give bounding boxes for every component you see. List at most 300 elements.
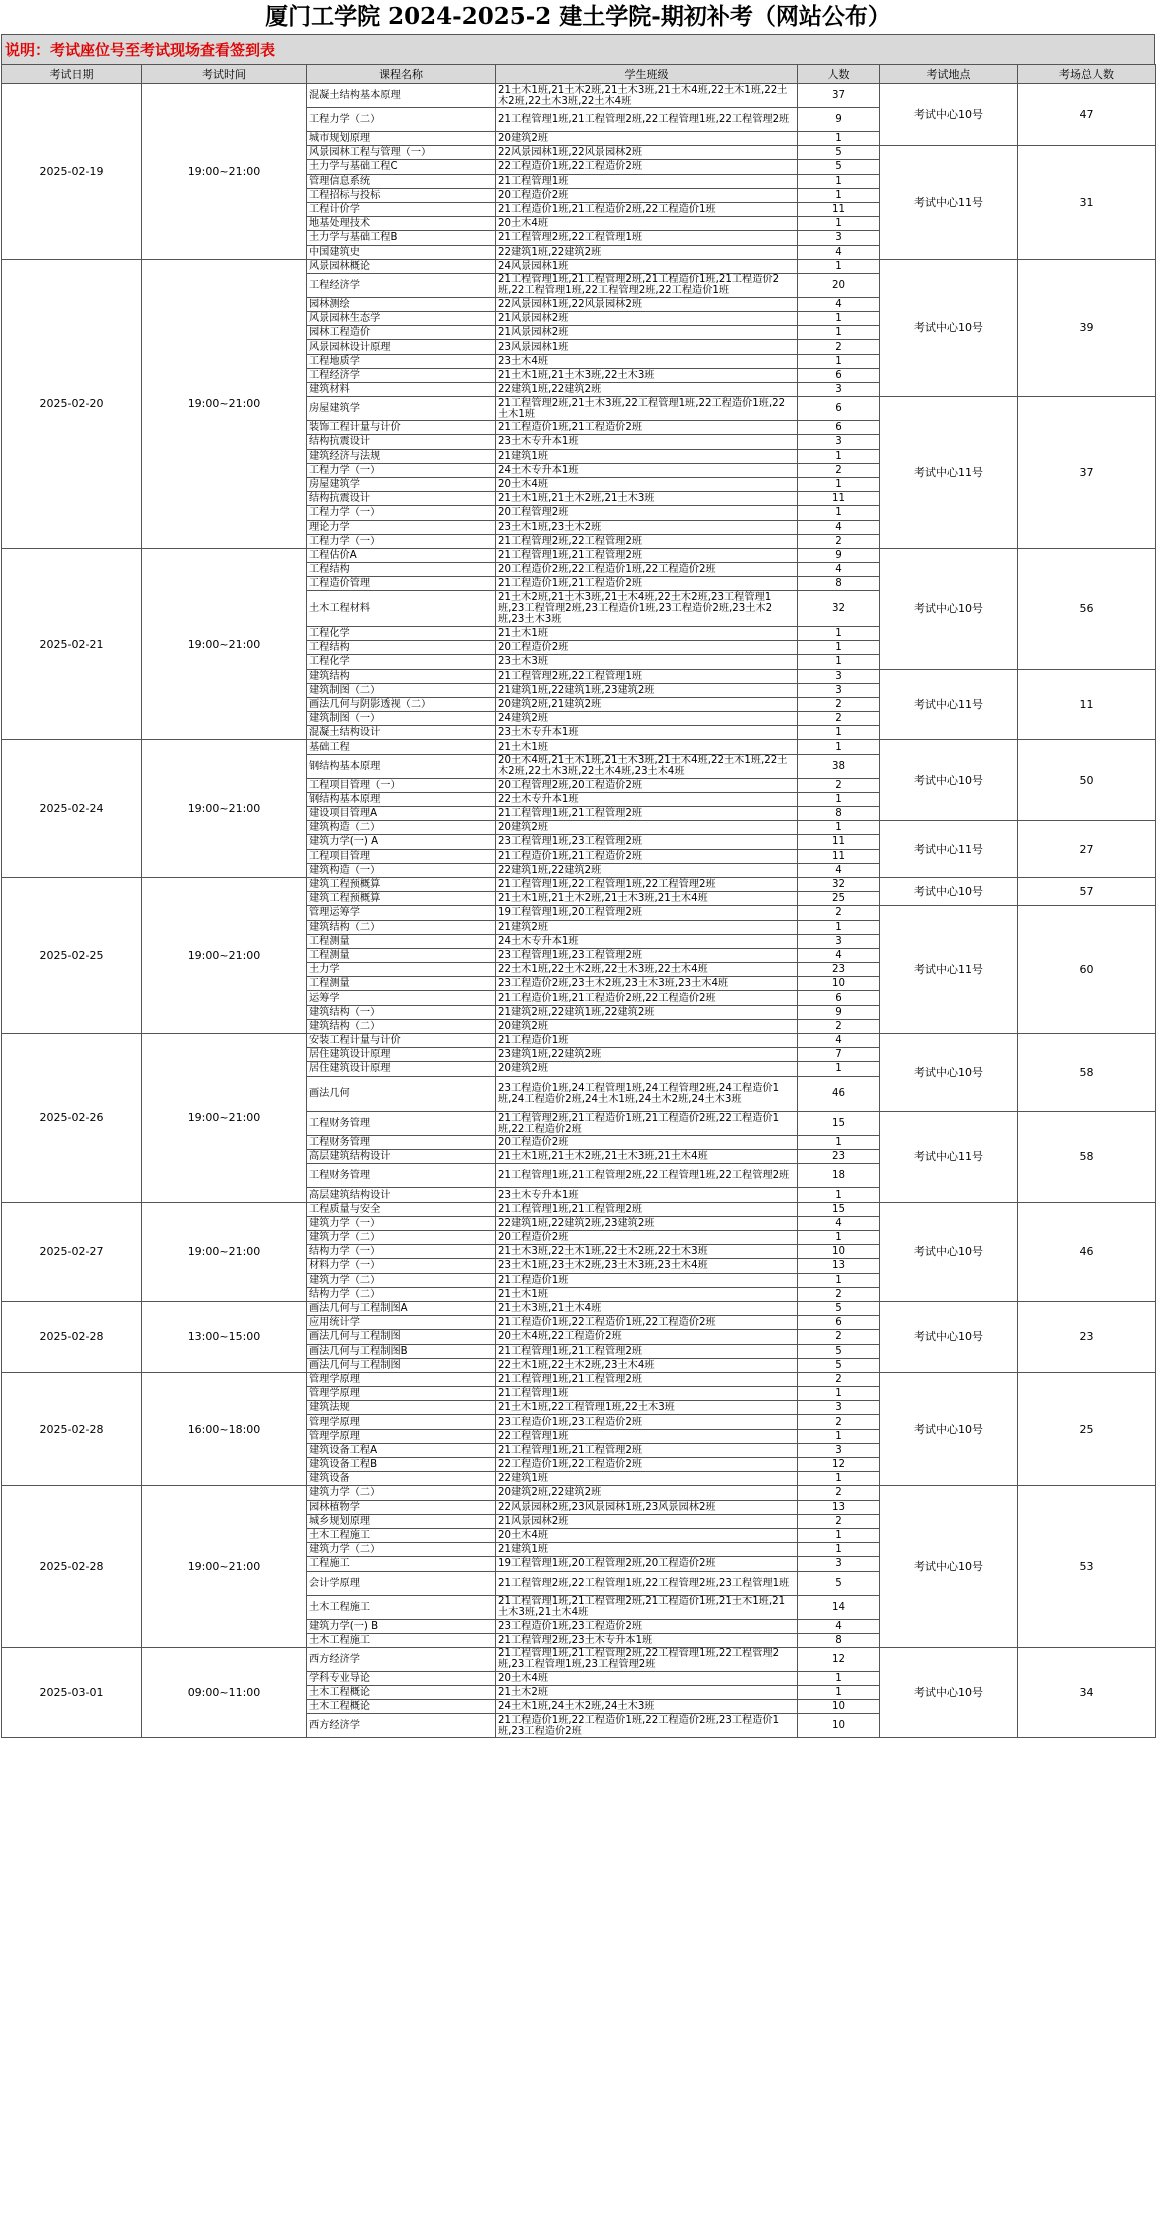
student-count: 5 (798, 160, 880, 174)
room-total: 60 (1018, 906, 1156, 1034)
student-count: 1 (798, 477, 880, 491)
student-class: 22建筑1班,22建筑2班 (496, 863, 798, 877)
course-name: 结构力学（一） (307, 1245, 496, 1259)
student-count: 25 (798, 892, 880, 906)
course-name: 工程经济学 (307, 273, 496, 297)
student-count: 1 (798, 641, 880, 655)
student-class: 20建筑2班 (496, 1062, 798, 1076)
student-count: 4 (798, 520, 880, 534)
course-name: 装饰工程计量与计价 (307, 421, 496, 435)
course-name: 建筑结构（二） (307, 1019, 496, 1033)
course-name: 工程财务管理 (307, 1136, 496, 1150)
student-class: 21工程造价1班,21工程造价2班 (496, 849, 798, 863)
course-name: 工程测量 (307, 934, 496, 948)
course-name: 土木工程施工 (307, 1528, 496, 1542)
course-name: 城市规划原理 (307, 132, 496, 146)
table-row (2, 1034, 1156, 1048)
course-name: 建筑力学(一) A (307, 835, 496, 849)
student-class: 21工程管理2班,21土木3班,22工程管理1班,22工程造价1班,22土木1班 (496, 397, 798, 421)
exam-schedule-table (1, 64, 1156, 1738)
course-name: 建筑经济与法规 (307, 449, 496, 463)
student-class: 21建筑2班,22建筑1班,22建筑2班 (496, 1005, 798, 1019)
student-class: 20工程造价2班 (496, 1231, 798, 1245)
student-count: 8 (798, 1633, 880, 1647)
student-count: 14 (798, 1595, 880, 1619)
student-count: 2 (798, 778, 880, 792)
student-count: 46 (798, 1076, 880, 1112)
student-class: 21土木2班 (496, 1686, 798, 1700)
course-name: 工程财务管理 (307, 1164, 496, 1188)
course-name: 工程经济学 (307, 368, 496, 382)
room-total: 46 (1018, 1202, 1156, 1301)
student-class: 21工程造价1班,21工程造价2班,22工程造价2班 (496, 991, 798, 1005)
course-name: 画法几何与工程制图B (307, 1344, 496, 1358)
table-row (2, 1647, 1156, 1671)
course-name: 工程施工 (307, 1557, 496, 1571)
course-name: 画法几何 (307, 1076, 496, 1112)
student-class: 22建筑1班,22建筑2班 (496, 383, 798, 397)
student-class: 22建筑1班,22建筑2班,23建筑2班 (496, 1216, 798, 1230)
student-count: 3 (798, 1443, 880, 1457)
course-name: 风景园林概论 (307, 259, 496, 273)
student-class: 21工程管理1班,22工程管理1班,22工程管理2班 (496, 877, 798, 891)
room-total: 11 (1018, 669, 1156, 740)
course-name: 建筑材料 (307, 383, 496, 397)
student-class: 23土木专升本1班 (496, 435, 798, 449)
student-count: 4 (798, 563, 880, 577)
course-name: 工程财务管理 (307, 1112, 496, 1136)
table-row (2, 740, 1156, 754)
student-count: 5 (798, 1301, 880, 1315)
student-class: 21工程管理1班,21工程管理2班,21工程造价1班,21工程造价2班,22工程管理1班,22工程管理2班,22工程造价1班 (496, 273, 798, 297)
student-class: 21土木1班,21土木3班,22土木3班 (496, 368, 798, 382)
student-count: 2 (798, 1486, 880, 1500)
course-name: 建筑制图（一） (307, 712, 496, 726)
room-total: 56 (1018, 548, 1156, 669)
student-class: 20建筑2班,21建筑2班 (496, 697, 798, 711)
student-class: 21建筑1班 (496, 1543, 798, 1557)
student-count: 5 (798, 146, 880, 160)
course-name: 基础工程 (307, 740, 496, 754)
course-name: 工程测量 (307, 948, 496, 962)
course-name: 土力学与基础工程C (307, 160, 496, 174)
course-name: 钢结构基本原理 (307, 792, 496, 806)
course-name: 建筑设备工程B (307, 1458, 496, 1472)
student-class: 19工程管理1班,20工程管理2班 (496, 906, 798, 920)
student-class: 21工程造价1班,22工程造价1班,22工程造价2班 (496, 1316, 798, 1330)
student-count: 1 (798, 792, 880, 806)
exam-time: 19:00~21:00 (142, 1034, 307, 1203)
student-count: 1 (798, 740, 880, 754)
student-count: 32 (798, 591, 880, 627)
course-name: 安装工程计量与计价 (307, 1034, 496, 1048)
student-class: 22土木1班,22土木2班,22土木3班,22土木4班 (496, 963, 798, 977)
student-class: 23工程造价1班,24工程管理1班,24工程管理2班,24工程造价1班,24工程造价2班,24土木1班,24土木2班,24土木3班 (496, 1076, 798, 1112)
exam-time: 09:00~11:00 (142, 1647, 307, 1738)
course-name: 房屋建筑学 (307, 397, 496, 421)
course-name: 房屋建筑学 (307, 477, 496, 491)
student-count: 1 (798, 506, 880, 520)
exam-time: 16:00~18:00 (142, 1372, 307, 1486)
exam-date: 2025-02-26 (2, 1034, 142, 1203)
student-class: 21土木2班,21土木3班,21土木4班,22土木2班,23工程管理1班,23工程管理2班,23工程造价1班,23工程造价2班,23土木2班,23土木3班 (496, 591, 798, 627)
exam-location: 考试中心10号 (880, 1486, 1018, 1648)
student-count: 18 (798, 1164, 880, 1188)
student-class: 20工程造价2班 (496, 641, 798, 655)
student-count: 3 (798, 683, 880, 697)
student-count: 9 (798, 108, 880, 132)
student-count: 1 (798, 132, 880, 146)
student-class: 24土木1班,24土木2班,24土木3班 (496, 1700, 798, 1714)
student-class: 20建筑2班,22建筑2班 (496, 1486, 798, 1500)
student-class: 21土木1班,21土木2班,21土木3班,21土木4班 (496, 892, 798, 906)
student-class: 20土木4班,21土木1班,21土木3班,21土木4班,22土木1班,22土木2班,22土木3班,22土木4班,23土木4班 (496, 754, 798, 778)
course-name: 学科专业导论 (307, 1671, 496, 1685)
student-class: 20土木4班,22工程造价2班 (496, 1330, 798, 1344)
student-class: 21工程造价1班,21工程造价2班,22工程造价1班 (496, 202, 798, 216)
room-total: 58 (1018, 1034, 1156, 1112)
course-name: 材料力学（一） (307, 1259, 496, 1273)
student-count: 8 (798, 577, 880, 591)
exam-location: 考试中心10号 (880, 877, 1018, 905)
course-name: 风景园林设计原理 (307, 340, 496, 354)
course-name: 画法几何与工程制图 (307, 1330, 496, 1344)
student-class: 21土木1班,21土木2班,21土木3班 (496, 492, 798, 506)
course-name: 西方经济学 (307, 1714, 496, 1738)
student-class: 21风景园林2班 (496, 312, 798, 326)
student-count: 1 (798, 1472, 880, 1486)
student-class: 21工程管理1班,21工程管理2班 (496, 1443, 798, 1457)
exam-location: 考试中心10号 (880, 1301, 1018, 1372)
course-name: 工程结构 (307, 641, 496, 655)
exam-date: 2025-02-25 (2, 877, 142, 1033)
student-class: 20建筑2班 (496, 1019, 798, 1033)
student-count: 1 (798, 1231, 880, 1245)
student-count: 4 (798, 1034, 880, 1048)
table-body (2, 84, 1156, 1738)
student-count: 3 (798, 934, 880, 948)
course-name: 工程力学（一） (307, 534, 496, 548)
student-count: 11 (798, 849, 880, 863)
student-count: 6 (798, 397, 880, 421)
student-class: 21土木3班,21土木4班 (496, 1301, 798, 1315)
course-name: 工程质量与安全 (307, 1202, 496, 1216)
student-class: 21工程管理2班,22工程管理1班 (496, 669, 798, 683)
course-name: 建筑工程预概算 (307, 877, 496, 891)
student-class: 21工程管理1班 (496, 1387, 798, 1401)
student-class: 22风景园林1班,22风景园林2班 (496, 146, 798, 160)
student-class: 23工程造价1班,23工程造价2班 (496, 1619, 798, 1633)
exam-location: 考试中心11号 (880, 821, 1018, 878)
student-class: 21工程管理2班,22工程管理1班 (496, 231, 798, 245)
header-course-name: 课程名称 (307, 65, 496, 84)
student-class: 21风景园林2班 (496, 326, 798, 340)
student-count: 1 (798, 174, 880, 188)
exam-time: 19:00~21:00 (142, 84, 307, 260)
student-count: 1 (798, 1273, 880, 1287)
course-name: 管理学原理 (307, 1372, 496, 1386)
exam-time: 13:00~15:00 (142, 1301, 307, 1372)
table-row (2, 259, 1156, 273)
course-name: 居住建筑设计原理 (307, 1048, 496, 1062)
course-name: 园林工程造价 (307, 326, 496, 340)
course-name: 土力学与基础工程B (307, 231, 496, 245)
student-count: 5 (798, 1358, 880, 1372)
student-count: 1 (798, 626, 880, 640)
student-count: 2 (798, 712, 880, 726)
student-count: 9 (798, 548, 880, 562)
course-name: 土木工程概论 (307, 1686, 496, 1700)
student-class: 23工程管理1班,23工程管理2班 (496, 835, 798, 849)
room-total: 23 (1018, 1301, 1156, 1372)
student-class: 22建筑1班 (496, 1472, 798, 1486)
course-name: 管理学原理 (307, 1429, 496, 1443)
exam-date: 2025-02-24 (2, 740, 142, 878)
student-class: 21工程管理1班,21工程管理2班 (496, 1372, 798, 1386)
course-name: 土力学 (307, 963, 496, 977)
course-name: 工程项目管理（一） (307, 778, 496, 792)
course-name: 园林植物学 (307, 1500, 496, 1514)
student-class: 21土木1班,21土木2班,21土木3班,21土木4班 (496, 1150, 798, 1164)
student-class: 21工程造价1班,22工程造价1班,22工程造价2班,23工程造价1班,23工程造价2班 (496, 1714, 798, 1738)
table-row (2, 548, 1156, 562)
exam-time: 19:00~21:00 (142, 548, 307, 740)
student-count: 1 (798, 1528, 880, 1542)
student-count: 1 (798, 1136, 880, 1150)
course-name: 园林测绘 (307, 297, 496, 311)
course-name: 城乡规划原理 (307, 1514, 496, 1528)
student-class: 21工程造价1班 (496, 1273, 798, 1287)
course-name: 钢结构基本原理 (307, 754, 496, 778)
course-name: 管理信息系统 (307, 174, 496, 188)
student-class: 21工程管理1班,21工程管理2班,21工程造价1班,21土木1班,21土木3班,21土木4班 (496, 1595, 798, 1619)
student-class: 21工程管理1班,21工程管理2班 (496, 1202, 798, 1216)
header-location: 考试地点 (880, 65, 1018, 84)
student-class: 20土木4班 (496, 477, 798, 491)
student-class: 23土木1班,23土木2班 (496, 520, 798, 534)
student-class: 23土木专升本1班 (496, 726, 798, 740)
student-class: 20工程造价2班 (496, 188, 798, 202)
course-name: 工程计价学 (307, 202, 496, 216)
student-class: 20工程管理2班,20工程造价2班 (496, 778, 798, 792)
student-count: 1 (798, 821, 880, 835)
student-class: 21工程管理2班,22工程管理1班,22工程管理2班,23工程管理1班 (496, 1571, 798, 1595)
student-class: 23风景园林1班 (496, 340, 798, 354)
student-count: 23 (798, 963, 880, 977)
course-name: 结构力学（二） (307, 1287, 496, 1301)
student-count: 10 (798, 977, 880, 991)
course-name: 结构抗震设计 (307, 435, 496, 449)
room-total: 31 (1018, 146, 1156, 260)
student-class: 21工程管理2班,21工程造价1班,21工程造价2班,22工程造价1班,22工程造价2班 (496, 1112, 798, 1136)
student-count: 1 (798, 1062, 880, 1076)
table-row (2, 1372, 1156, 1386)
table-row (2, 1202, 1156, 1216)
exam-date: 2025-02-28 (2, 1372, 142, 1486)
student-count: 20 (798, 273, 880, 297)
course-name: 管理学原理 (307, 1415, 496, 1429)
student-count: 12 (798, 1458, 880, 1472)
room-total: 57 (1018, 877, 1156, 905)
student-count: 9 (798, 1005, 880, 1019)
student-count: 4 (798, 245, 880, 259)
student-count: 2 (798, 1287, 880, 1301)
course-name: 建筑设备工程A (307, 1443, 496, 1457)
student-class: 21土木1班 (496, 740, 798, 754)
student-class: 20建筑2班 (496, 821, 798, 835)
student-count: 1 (798, 259, 880, 273)
course-name: 中国建筑史 (307, 245, 496, 259)
course-name: 建筑制图（二） (307, 683, 496, 697)
course-name: 地基处理技术 (307, 217, 496, 231)
student-class: 22建筑1班,22建筑2班 (496, 245, 798, 259)
student-class: 20土木4班 (496, 1528, 798, 1542)
course-name: 建筑力学（二） (307, 1231, 496, 1245)
table-row (2, 1301, 1156, 1315)
student-class: 19工程管理1班,20工程管理2班,20工程造价2班 (496, 1557, 798, 1571)
course-name: 建筑力学(一) B (307, 1619, 496, 1633)
exam-location: 考试中心10号 (880, 84, 1018, 146)
student-class: 22土木1班,22土木2班,23土木4班 (496, 1358, 798, 1372)
student-count: 3 (798, 435, 880, 449)
student-count: 1 (798, 1543, 880, 1557)
student-count: 5 (798, 1571, 880, 1595)
student-class: 21工程管理1班,21工程管理2班 (496, 807, 798, 821)
student-count: 1 (798, 1686, 880, 1700)
course-name: 土木工程施工 (307, 1595, 496, 1619)
exam-time: 19:00~21:00 (142, 259, 307, 548)
student-count: 23 (798, 1150, 880, 1164)
course-name: 建筑结构（二） (307, 920, 496, 934)
student-count: 1 (798, 326, 880, 340)
student-class: 24风景园林1班 (496, 259, 798, 273)
student-count: 2 (798, 1514, 880, 1528)
exam-time: 19:00~21:00 (142, 1486, 307, 1648)
student-class: 21工程管理2班,22工程管理2班 (496, 534, 798, 548)
course-name: 西方经济学 (307, 1647, 496, 1671)
student-class: 20工程造价2班,22工程造价1班,22工程造价2班 (496, 563, 798, 577)
exam-location: 考试中心11号 (880, 146, 1018, 260)
student-class: 21工程造价1班 (496, 1034, 798, 1048)
student-count: 2 (798, 906, 880, 920)
course-name: 工程估价A (307, 548, 496, 562)
exam-time: 19:00~21:00 (142, 740, 307, 878)
course-name: 建筑法规 (307, 1401, 496, 1415)
course-name: 居住建筑设计原理 (307, 1062, 496, 1076)
student-count: 1 (798, 312, 880, 326)
course-name: 高层建筑结构设计 (307, 1150, 496, 1164)
student-count: 10 (798, 1714, 880, 1738)
course-name: 混凝土结构基本原理 (307, 84, 496, 108)
student-class: 22工程管理1班 (496, 1429, 798, 1443)
student-count: 4 (798, 948, 880, 962)
header-count: 人数 (798, 65, 880, 84)
student-count: 37 (798, 84, 880, 108)
student-class: 21工程造价1班,21工程造价2班 (496, 421, 798, 435)
course-name: 工程地质学 (307, 354, 496, 368)
student-count: 4 (798, 1619, 880, 1633)
exam-location: 考试中心10号 (880, 1372, 1018, 1486)
course-name: 工程力学（一） (307, 463, 496, 477)
course-name: 建筑构造（一） (307, 863, 496, 877)
exam-location: 考试中心10号 (880, 1202, 1018, 1301)
student-class: 23土木1班,23土木2班,23土木3班,23土木4班 (496, 1259, 798, 1273)
student-count: 6 (798, 421, 880, 435)
student-count: 1 (798, 920, 880, 934)
student-class: 23工程造价1班,23工程造价2班 (496, 1415, 798, 1429)
student-count: 1 (798, 1671, 880, 1685)
course-name: 工程项目管理 (307, 849, 496, 863)
course-name: 管理运筹学 (307, 906, 496, 920)
page-title: 厦门工学院 2024-2025-2 建土学院-期初补考（网站公布） (265, 3, 891, 30)
exam-date: 2025-02-28 (2, 1486, 142, 1648)
student-count: 3 (798, 1557, 880, 1571)
course-name: 工程测量 (307, 977, 496, 991)
header-exam-date: 考试日期 (2, 65, 142, 84)
student-class: 23土木4班 (496, 354, 798, 368)
student-class: 21土木1班 (496, 1287, 798, 1301)
student-count: 11 (798, 492, 880, 506)
student-count: 15 (798, 1202, 880, 1216)
student-class: 20土木4班 (496, 217, 798, 231)
course-name: 工程招标与投标 (307, 188, 496, 202)
room-total: 47 (1018, 84, 1156, 146)
student-count: 12 (798, 1647, 880, 1671)
student-count: 2 (798, 340, 880, 354)
student-count: 2 (798, 463, 880, 477)
header-row (2, 65, 1156, 84)
course-name: 管理学原理 (307, 1387, 496, 1401)
student-class: 20建筑2班 (496, 132, 798, 146)
student-count: 1 (798, 354, 880, 368)
student-count: 8 (798, 807, 880, 821)
student-class: 21建筑1班 (496, 449, 798, 463)
room-total: 53 (1018, 1486, 1156, 1648)
header-student-class: 学生班级 (496, 65, 798, 84)
course-name: 建筑结构（一） (307, 1005, 496, 1019)
student-count: 2 (798, 1330, 880, 1344)
student-count: 1 (798, 449, 880, 463)
table-row (2, 877, 1156, 891)
course-name: 土木工程概论 (307, 1700, 496, 1714)
exam-location: 考试中心11号 (880, 1112, 1018, 1203)
student-class: 23土木3班 (496, 655, 798, 669)
student-class: 24土木专升本1班 (496, 463, 798, 477)
course-name: 会计学原理 (307, 1571, 496, 1595)
student-class: 24土木专升本1班 (496, 934, 798, 948)
course-name: 工程化学 (307, 626, 496, 640)
student-count: 4 (798, 297, 880, 311)
course-name: 建筑力学（一） (307, 1216, 496, 1230)
exam-location: 考试中心10号 (880, 548, 1018, 669)
student-class: 21土木1班 (496, 626, 798, 640)
student-class: 21工程管理1班,21工程管理2班 (496, 1344, 798, 1358)
room-total: 58 (1018, 1112, 1156, 1203)
course-name: 工程造价管理 (307, 577, 496, 591)
student-count: 1 (798, 1429, 880, 1443)
student-class: 21建筑2班 (496, 920, 798, 934)
room-total: 50 (1018, 740, 1156, 821)
student-count: 3 (798, 1401, 880, 1415)
student-count: 38 (798, 754, 880, 778)
student-class: 20工程管理2班 (496, 506, 798, 520)
student-count: 2 (798, 1415, 880, 1429)
student-count: 1 (798, 217, 880, 231)
student-class: 21建筑1班,22建筑1班,23建筑2班 (496, 683, 798, 697)
student-count: 2 (798, 534, 880, 548)
course-name: 建筑力学（二） (307, 1543, 496, 1557)
student-class: 23土木专升本1班 (496, 1188, 798, 1202)
